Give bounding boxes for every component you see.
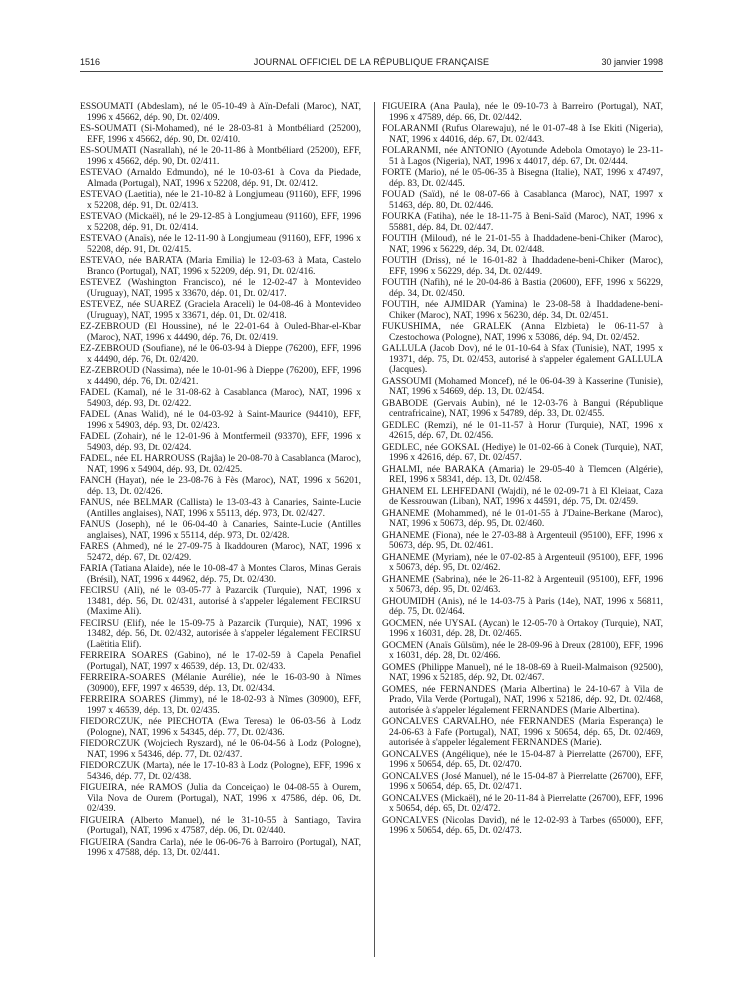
naturalization-entry: ESTEVAO, née BARATA (Maria Emilia) le 12-03-63 à Mata, Castelo Branco (Portugal), NAT, 1996 x 52209, dép. 91, Dt. 02/416. <box>80 256 361 277</box>
naturalization-entry: ESTEVAO (Anaïs), née le 12-11-90 à Longjumeau (91160), EFF, 1996 x 52208, dép. 91, Dt. 02/415. <box>80 234 361 255</box>
naturalization-entry: GHALMI, née BARAKA (Amaria) le 29-05-40 à Tlemcen (Algérie), REI, 1996 x 58341, dép. 13, Dt. 02/458. <box>382 464 663 485</box>
naturalization-entry: FIGUEIRA (Ana Paula), née le 09-10-73 à Barreiro (Portugal), NAT, 1996 x 47589, dép. 66, Dt. 02/442. <box>382 102 663 123</box>
naturalization-entry: FERREIRA SOARES (Gabino), né le 17-02-59 à Capela Penafiel (Portugal), NAT, 1997 x 46539, dép. 13, Dt. 02/433. <box>80 651 361 672</box>
naturalization-entry: FERREIRA SOARES (Jimmy), né le 18-02-93 à Nîmes (30900), EFF, 1997 x 46539, dép. 13, Dt. 02/435. <box>80 695 361 716</box>
naturalization-entry: GHANEME (Mohammed), né le 01-01-55 à J'Daine-Berkane (Maroc), NAT, 1996 x 50673, dép. 95, Dt. 02/460. <box>382 508 663 529</box>
naturalization-entry: EZ-ZEBROUD (Nassima), née le 10-01-96 à Dieppe (76200), EFF, 1996 x 44490, dép. 76, Dt. 02/421. <box>80 366 361 387</box>
naturalization-entry: FECIRSU (Elif), née le 15-09-75 à Pazarcik (Turquie), NAT, 1996 x 13482, dép. 56, Dt. 02/432, autorisée à s'appeler légalement FECIRSU (Laëtitia Elif). <box>80 618 361 650</box>
naturalization-entry: FUKUSHIMA, née GRALEK (Anna Elzbieta) le 06-11-57 à Czestochowa (Pologne), NAT, 1996 x 53086, dép. 94, Dt. 02/452. <box>382 322 663 343</box>
naturalization-entry: GONCALVES (Mickaël), né le 20-11-84 à Pierrelatte (26700), EFF, 1996 x 50654, dép. 65, Dt. 02/472. <box>382 793 663 814</box>
naturalization-entry: FOUTIH (Miloud), né le 21-01-55 à Ihaddadene-beni-Chiker (Maroc), NAT, 1996 x 56229, dép. 34, Dt. 02/448. <box>382 234 663 255</box>
naturalization-entry: ES-SOUMATI (Si-Mohamed), né le 28-03-81 à Montbéliard (25200), EFF, 1996 x 45662, dép. 90, Dt. 02/410. <box>80 124 361 145</box>
naturalization-entry: GASSOUMI (Mohamed Moncef), né le 06-04-39 à Kasserine (Tunisie), NAT, 1996 x 54669, dép. 13, Dt. 02/454. <box>382 376 663 397</box>
naturalization-entry: ESSOUMATI (Abdeslam), né le 05-10-49 à Aïn-Defali (Maroc), NAT, 1996 x 45662, dép. 90, Dt. 02/409. <box>80 102 361 123</box>
naturalization-entry: EZ-ZEBROUD (El Houssine), né le 22-01-64 à Ouled-Bhar-el-Kbar (Maroc), NAT, 1996 x 44490, dép. 76, Dt. 02/419. <box>80 322 361 343</box>
naturalization-entry: GHANEME (Sabrina), née le 26-11-82 à Argenteuil (95100), EFF, 1996 x 50673, dép. 95, Dt. 02/463. <box>382 574 663 595</box>
naturalization-entry: FADEL, née EL HARROUSS (Rajâa) le 20-08-70 à Casablanca (Maroc), NAT, 1996 x 54904, dép. 93, Dt. 02/425. <box>80 454 361 475</box>
naturalization-entry: FIEDORCZUK (Marta), née le 17-10-83 à Lodz (Pologne), EFF, 1996 x 54346, dép. 77, Dt. 02/438. <box>80 761 361 782</box>
naturalization-entry: FECIRSU (Ali), né le 03-05-77 à Pazarcik (Turquie), NAT, 1996 x 13481, dép. 56, Dt. 02/431, autorisé à s'appeler légalement FECIRSU (Maxime Ali). <box>80 586 361 617</box>
naturalization-entry: FOUTIH (Driss), né le 16-01-82 à Ihaddadene-beni-Chiker (Maroc), EFF, 1996 x 56229, dép. 34, Dt. 02/449. <box>382 256 663 277</box>
naturalization-entry: GHANEME (Myriam), née le 07-02-85 à Argenteuil (95100), EFF, 1996 x 50673, dép. 95, Dt. 02/462. <box>382 552 663 573</box>
naturalization-entry: FIEDORCZUK, née PIECHOTA (Ewa Teresa) le 06-03-56 à Lodz (Pologne), NAT, 1996 x 54345, dép. 77, Dt. 02/436. <box>80 717 361 738</box>
naturalization-entry: FOUAD (Saïd), né le 08-07-66 à Casablanca (Maroc), NAT, 1997 x 51463, dép. 80, Dt. 02/446. <box>382 190 663 211</box>
naturalization-entry: GOCMEN (Anaïs Gülsüm), née le 28-09-96 à Dreux (28100), EFF, 1996 x 16031, dép. 28, Dt. 02/466. <box>382 640 663 661</box>
naturalization-entry: FARES (Ahmed), né le 27-09-75 à Ikaddouren (Maroc), NAT, 1996 x 52472, dép. 67, Dt. 02/429. <box>80 542 361 563</box>
naturalization-entry: GBABODE (Gervais Aubin), né le 12-03-76 à Bangui (République centrafricaine), NAT, 1996 x 54789, dép. 33, Dt. 02/455. <box>382 398 663 419</box>
naturalization-entry: GHOUMIDH (Anis), né le 14-03-75 à Paris (14e), NAT, 1996 x 56811, dép. 75, Dt. 02/464. <box>382 596 663 617</box>
naturalization-entry: FIGUEIRA, née RAMOS (Julia da Conceiçao) le 04-08-55 à Ourem, Vila Nova de Ourem (Portugal), NAT, 1996 x 47586, dép. 06, Dt. 02/439. <box>80 783 361 814</box>
naturalization-entry: ES-SOUMATI (Nasrallah), né le 20-11-86 à Montbéliard (25200), EFF, 1996 x 45662, dép. 90, Dt. 02/411. <box>80 146 361 167</box>
naturalization-entry: ESTEVEZ (Washington Francisco), né le 12-02-47 à Montevideo (Uruguay), NAT, 1995 x 33670, dép. 01, Dt. 02/417. <box>80 278 361 299</box>
naturalization-entry: FADEL (Anas Walid), né le 04-03-92 à Saint-Maurice (94410), EFF, 1996 x 54903, dép. 93, Dt. 02/423. <box>80 410 361 431</box>
naturalization-entry: FARIA (Tatiana Alaide), née le 10-08-47 à Montes Claros, Minas Gerais (Brésil), NAT, 1996 x 44962, dép. 75, Dt. 02/430. <box>80 564 361 585</box>
naturalization-entry: ESTEVAO (Laetitia), née le 21-10-82 à Longjumeau (91160), EFF, 1996 x 52208, dép. 91, Dt. 02/413. <box>80 190 361 211</box>
naturalization-entry: FOURKA (Fatiha), née le 18-11-75 à Beni-Saïd (Maroc), NAT, 1996 x 55881, dép. 84, Dt. 02/447. <box>382 212 663 233</box>
journal-title: JOURNAL OFFICIEL DE LA RÉPUBLIQUE FRANÇAISE <box>253 57 490 67</box>
page-number: 1516 <box>80 57 101 67</box>
naturalization-entry: FADEL (Zohair), né le 12-01-96 à Montfermeil (93370), EFF, 1996 x 54903, dép. 93, Dt. 02/424. <box>80 432 361 453</box>
naturalization-entry: FOLARANMI (Rufus Olarewaju), né le 01-07-48 à Ise Ekiti (Nigeria), NAT, 1996 x 44016, dép. 67, Dt. 02/443. <box>382 124 663 145</box>
naturalization-entry: GEDLEC, née GOKSAL (Hediye) le 01-02-66 à Conek (Turquie), NAT, 1996 x 42616, dép. 67, Dt. 02/457. <box>382 442 663 463</box>
naturalization-entry: GONCALVES (Angélique), née le 15-04-87 à Pierrelatte (26700), EFF, 1996 x 50654, dép. 65, Dt. 02/470. <box>382 749 663 770</box>
naturalization-entry: ESTEVAO (Arnaldo Edmundo), né le 10-03-61 à Cova da Piedade, Almada (Portugal), NAT, 1996 x 52208, dép. 91, Dt. 02/412. <box>80 168 361 189</box>
naturalization-entry: GONCALVES (Nicolas David), né le 12-02-93 à Tarbes (65000), EFF, 1996 x 50654, dép. 65, Dt. 02/473. <box>382 815 663 836</box>
naturalization-entry: FANUS, née BELMAR (Callista) le 13-03-43 à Canaries, Sainte-Lucie (Antilles anglaises), NAT, 1996 x 55113, dép. 973, Dt. 02/427. <box>80 498 361 519</box>
page-header <box>80 57 663 71</box>
naturalization-entry: FANCH (Hayat), née le 23-08-76 à Fès (Maroc), NAT, 1996 x 56201, dép. 13, Dt. 02/426. <box>80 476 361 497</box>
left-column <box>80 102 361 860</box>
naturalization-entry: FOUTIH (Nafih), né le 20-04-86 à Bastia (20600), EFF, 1996 x 56229, dép. 34, Dt. 02/450. <box>382 278 663 299</box>
naturalization-entry: GONCALVES CARVALHO, née FERNANDES (Maria Esperança) le 24-06-63 à Fafe (Portugal), NAT, 1996 x 50654, dép. 65, Dt. 02/469, autorisée à s'appeler légalement FERNANDES (Marie). <box>382 717 663 748</box>
naturalization-entry: GHANEM EL LEHFEDANI (Wajdi), né le 02-09-71 à El Kleiaat, Caza de Kessrouwan (Liban), NAT, 1996 x 44591, dép. 75, Dt. 02/459. <box>382 486 663 507</box>
naturalization-entry: FIEDORCZUK (Wojciech Ryszard), né le 06-04-56 à Lodz (Pologne), NAT, 1996 x 54346, dép. 77, Dt. 02/437. <box>80 739 361 760</box>
naturalization-entry: GOCMEN, née UYSAL (Aycan) le 12-05-70 à Ortakoy (Turquie), NAT, 1996 x 16031, dép. 28, Dt. 02/465. <box>382 618 663 639</box>
column-divider <box>374 102 375 957</box>
publication-date: 30 janvier 1998 <box>601 57 663 67</box>
naturalization-entry: FOLARANMI, née ANTONIO (Ayotunde Adebola Omotayo) le 23-11-51 à Lagos (Nigeria), NAT, 1996 x 44017, dép. 67, Dt. 02/444. <box>382 146 663 167</box>
right-column <box>382 102 663 838</box>
naturalization-entry: FANUS (Joseph), né le 06-04-40 à Canaries, Sainte-Lucie (Antilles anglaises), NAT, 1996 x 55114, dép. 973, Dt. 02/428. <box>80 520 361 541</box>
naturalization-entry: GOMES, née FERNANDES (Maria Albertina) le 24-10-67 à Vila de Prado, Vila Verde (Portugal), NAT, 1996 x 52186, dép. 92, Dt. 02/468, autorisée à s'appeler légalement FERNANDES (Marie Albertina). <box>382 684 663 716</box>
naturalization-entry: FORTE (Mario), né le 05-06-35 à Bisegna (Italie), NAT, 1996 x 47497, dép. 83, Dt. 02/445. <box>382 168 663 189</box>
naturalization-entry: FIGUEIRA (Sandra Carla), née le 06-06-76 à Barroiro (Portugal), NAT, 1996 x 47588, dép. 13, Dt. 02/441. <box>80 837 361 858</box>
naturalization-entry: GHANEME (Fiona), née le 27-03-88 à Argenteuil (95100), EFF, 1996 x 50673, dép. 95, Dt. 02/461. <box>382 530 663 551</box>
naturalization-entry: ESTEVAO (Mickaël), né le 29-12-85 à Longjumeau (91160), EFF, 1996 x 52208, dép. 91, Dt. 02/414. <box>80 212 361 233</box>
naturalization-entry: ESTEVEZ, née SUAREZ (Graciela Araceli) le 04-08-46 à Montevideo (Uruguay), NAT, 1995 x 33671, dép. 01, Dt. 02/418. <box>80 300 361 321</box>
naturalization-entry: GALLULA (Jacob Dov), né le 01-10-64 à Sfax (Tunisie), NAT, 1995 x 19371, dép. 75, Dt. 02/453, autorisé à s'appeler également GALLULA (Jacques). <box>382 344 663 375</box>
naturalization-entry: FIGUEIRA (Alberto Manuel), né le 31-10-55 à Santiago, Tavira (Portugal), NAT, 1996 x 47587, dép. 06, Dt. 02/440. <box>80 815 361 836</box>
naturalization-entry: GOMES (Philippe Manuel), né le 18-08-69 à Rueil-Malmaison (92500), NAT, 1996 x 52185, dép. 92, Dt. 02/467. <box>382 662 663 683</box>
naturalization-entry: FERREIRA-SOARES (Mélanie Aurélie), née le 16-03-90 à Nîmes (30900), EFF, 1997 x 46539, dép. 13, Dt. 02/434. <box>80 673 361 694</box>
naturalization-entry: GONCALVES (José Manuel), né le 15-04-87 à Pierrelatte (26700), EFF, 1996 x 50654, dép. 65, Dt. 02/471. <box>382 771 663 792</box>
naturalization-entry: EZ-ZEBROUD (Soufiane), né le 06-03-94 à Dieppe (76200), EFF, 1996 x 44490, dép. 76, Dt. 02/420. <box>80 344 361 365</box>
header-rule <box>80 71 663 72</box>
naturalization-entry: FOUTIH, née AJMIDAR (Yamina) le 23-08-58 à Ihaddadene-beni-Chiker (Maroc), NAT, 1996 x 56230, dép. 34, Dt. 02/451. <box>382 300 663 321</box>
naturalization-entry: FADEL (Kamal), né le 31-08-62 à Casablanca (Maroc), NAT, 1996 x 54903, dép. 93, Dt. 02/422. <box>80 388 361 409</box>
naturalization-entry: GEDLEC (Remzi), né le 01-11-57 à Horur (Turquie), NAT, 1996 x 42615, dép. 67, Dt. 02/456. <box>382 420 663 441</box>
